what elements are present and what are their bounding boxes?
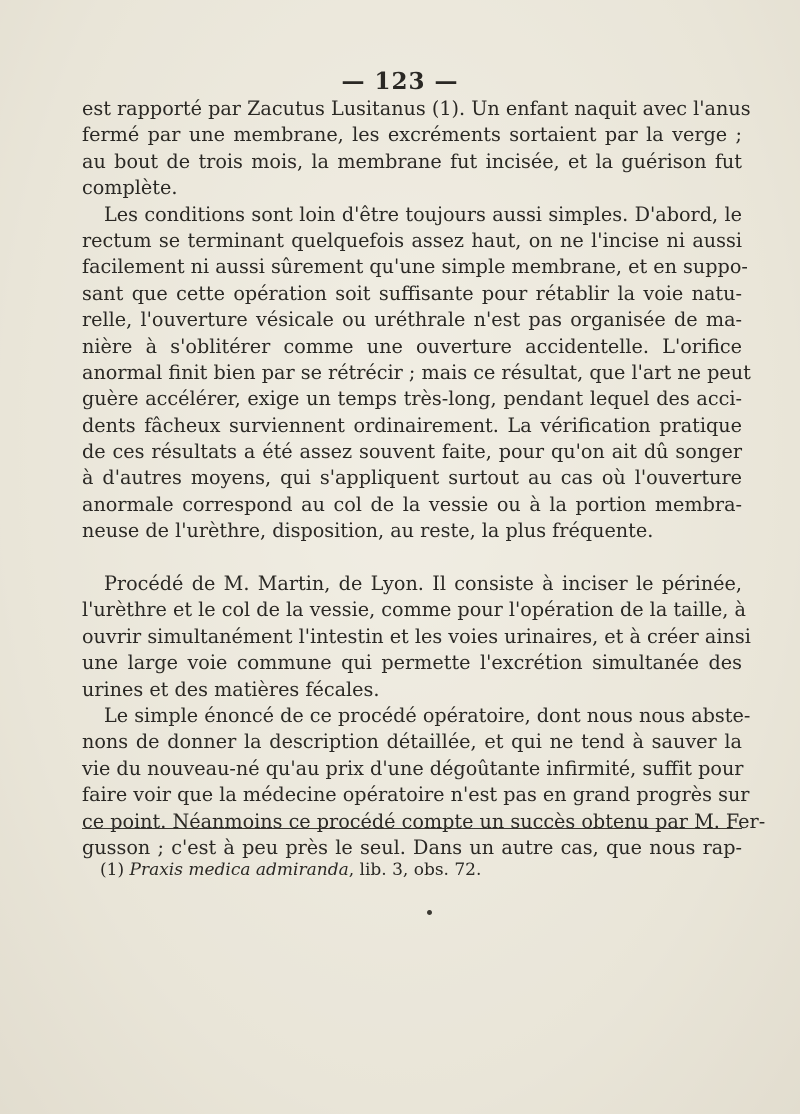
text-line: est rapporté par Zacutus Lusitanus (1). Un enfant naquit avec l'anus <box>82 97 751 120</box>
footnote <box>100 860 481 880</box>
text-line: rectum se terminant quelquefois assez haut, on ne l'incise ni aussi <box>82 228 742 252</box>
text-line: Les conditions sont loin d'être toujours aussi simples. D'abord, le <box>104 202 742 226</box>
text-line: complète. <box>82 176 178 200</box>
text-line: de ces résultats a été assez souvent faite, pour qu'on ait dû songer <box>82 440 742 464</box>
text-line: au bout de trois mois, la membrane fut incisée, et la guérison fut <box>82 149 742 173</box>
text-line: relle, l'ouverture vésicale ou uréthrale n'est pas organisée de ma- <box>82 308 742 332</box>
footnote-divider <box>82 828 742 829</box>
text-line: anormal finit bien par se rétrécir ; mais ce résultat, que l'art ne peut <box>82 360 751 384</box>
text-line: une large voie commune qui permette l'excrétion simultanée des <box>82 651 742 675</box>
text-line: ouvrir simultanément l'intestin et les voies urinaires, et à créer ainsi <box>82 624 751 648</box>
text-line: fermé par une membrane, les excréments sortaient par la verge ; <box>82 123 742 147</box>
footnote-title: Praxis medica admiranda <box>129 860 349 880</box>
text-line: nière à s'oblitérer comme une ouverture accidentelle. L'orifice <box>82 334 742 358</box>
text-line: urines et des matières fécales. <box>82 677 380 701</box>
text-line: anormale correspond au col de la vessie ou à la portion membra- <box>82 492 742 516</box>
footnote-marker: (1) <box>100 860 125 880</box>
text-line: Procédé de M. Martin, de Lyon. Il consiste à inciser le périnée, <box>104 572 742 596</box>
text-line: Le simple énoncé de ce procédé opératoire, dont nous nous abste- <box>104 703 751 727</box>
ink-mark <box>427 910 432 915</box>
text-line: faire voir que la médecine opératoire n'est pas en grand progrès sur <box>82 783 750 807</box>
page-number: — 123 — <box>341 68 459 95</box>
text-line: gusson ; c'est à peu près le seul. Dans un autre cas, que nous rap- <box>82 835 742 859</box>
text-line: l'urèthre et le col de la vessie, comme pour l'opération de la taille, à <box>82 598 746 622</box>
text-line: guère accélérer, exige un temps très-long, pendant lequel des acci- <box>82 387 742 411</box>
text-line: vie du nouveau-né qu'au prix d'une dégoûtante infirmité, suffit pour <box>82 756 744 780</box>
text-line: nons de donner la description détaillée, et qui ne tend à sauver la <box>82 730 742 754</box>
text-line: facilement ni aussi sûrement qu'une simple membrane, et en suppo- <box>82 255 748 279</box>
text-line: ce point. Néanmoins ce procédé compte un succès obtenu par M. Fer- <box>82 809 766 833</box>
footnote-reference: , lib. 3, obs. 72. <box>348 860 482 880</box>
text-line: dents fâcheux surviennent ordinairement. La vérification pratique <box>82 413 742 437</box>
text-line: à d'autres moyens, qui s'appliquent surtout au cas où l'ouverture <box>82 466 742 490</box>
text-line: sant que cette opération soit suffisante pour rétablir la voie natu- <box>82 281 742 305</box>
body-text <box>82 96 766 861</box>
text-line: neuse de l'urèthre, disposition, au reste, la plus fréquente. <box>82 519 654 543</box>
